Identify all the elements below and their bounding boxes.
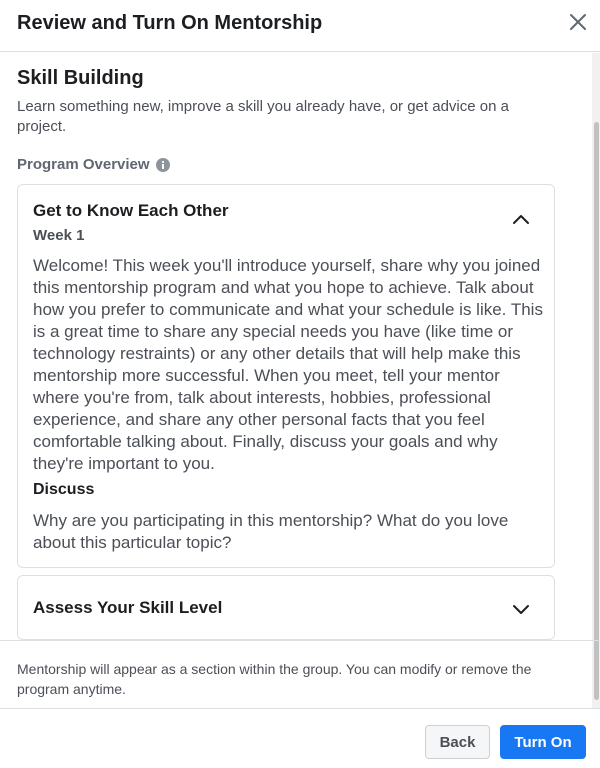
dialog-scroll-area[interactable] bbox=[0, 53, 600, 640]
week-label: Week 1 bbox=[33, 227, 85, 244]
collapse-button[interactable] bbox=[510, 209, 532, 231]
back-button[interactable]: Back bbox=[425, 725, 490, 759]
program-overview-label bbox=[17, 156, 170, 173]
scrollbar-thumb[interactable] bbox=[594, 122, 599, 700]
chevron-down-icon bbox=[510, 598, 532, 620]
expand-button[interactable] bbox=[510, 598, 532, 620]
program-title: Skill Building bbox=[17, 67, 144, 89]
dialog-header bbox=[0, 0, 600, 52]
program-description: Learn something new, improve a skill you already have, or get advice on a project. bbox=[17, 98, 509, 135]
program-overview-text: Program Overview bbox=[17, 156, 150, 173]
info-icon[interactable] bbox=[156, 158, 170, 172]
turn-on-button[interactable]: Turn On bbox=[500, 725, 586, 759]
week-card-1 bbox=[17, 184, 555, 568]
close-button[interactable] bbox=[566, 10, 590, 34]
dialog-title: Review and Turn On Mentorship bbox=[17, 12, 323, 34]
close-icon bbox=[566, 10, 590, 34]
week-description: Welcome! This week you'll introduce yourself, share why you joined this mentorship program and what you hope to achieve. Talk about how you prefer to communicate and what your schedule is like. This is a great time to share any special needs you have (like time or technology restraints) or any other details that will help make this mentorship more successful. When you meet, tell your mentor where you're from, talk about interests, hobbies, professional experience, and share any other personal facts that you feel comfortable talking about. Finally, discuss your goals and why they're important to you. bbox=[33, 256, 543, 473]
footer-note-text: Mentorship will appear as a section within the group. You can modify or remove the program anytime. bbox=[17, 661, 532, 697]
footer-note bbox=[0, 640, 600, 708]
week-title: Assess Your Skill Level bbox=[33, 598, 223, 617]
chevron-up-icon bbox=[510, 209, 532, 231]
discuss-label: Discuss bbox=[33, 481, 95, 498]
dialog-actions bbox=[0, 708, 600, 768]
week-title: Get to Know Each Other bbox=[33, 201, 229, 220]
discuss-question: Why are you participating in this mentorship? What do you love about this particular topic? bbox=[33, 511, 509, 552]
week-card-2[interactable] bbox=[17, 575, 555, 640]
